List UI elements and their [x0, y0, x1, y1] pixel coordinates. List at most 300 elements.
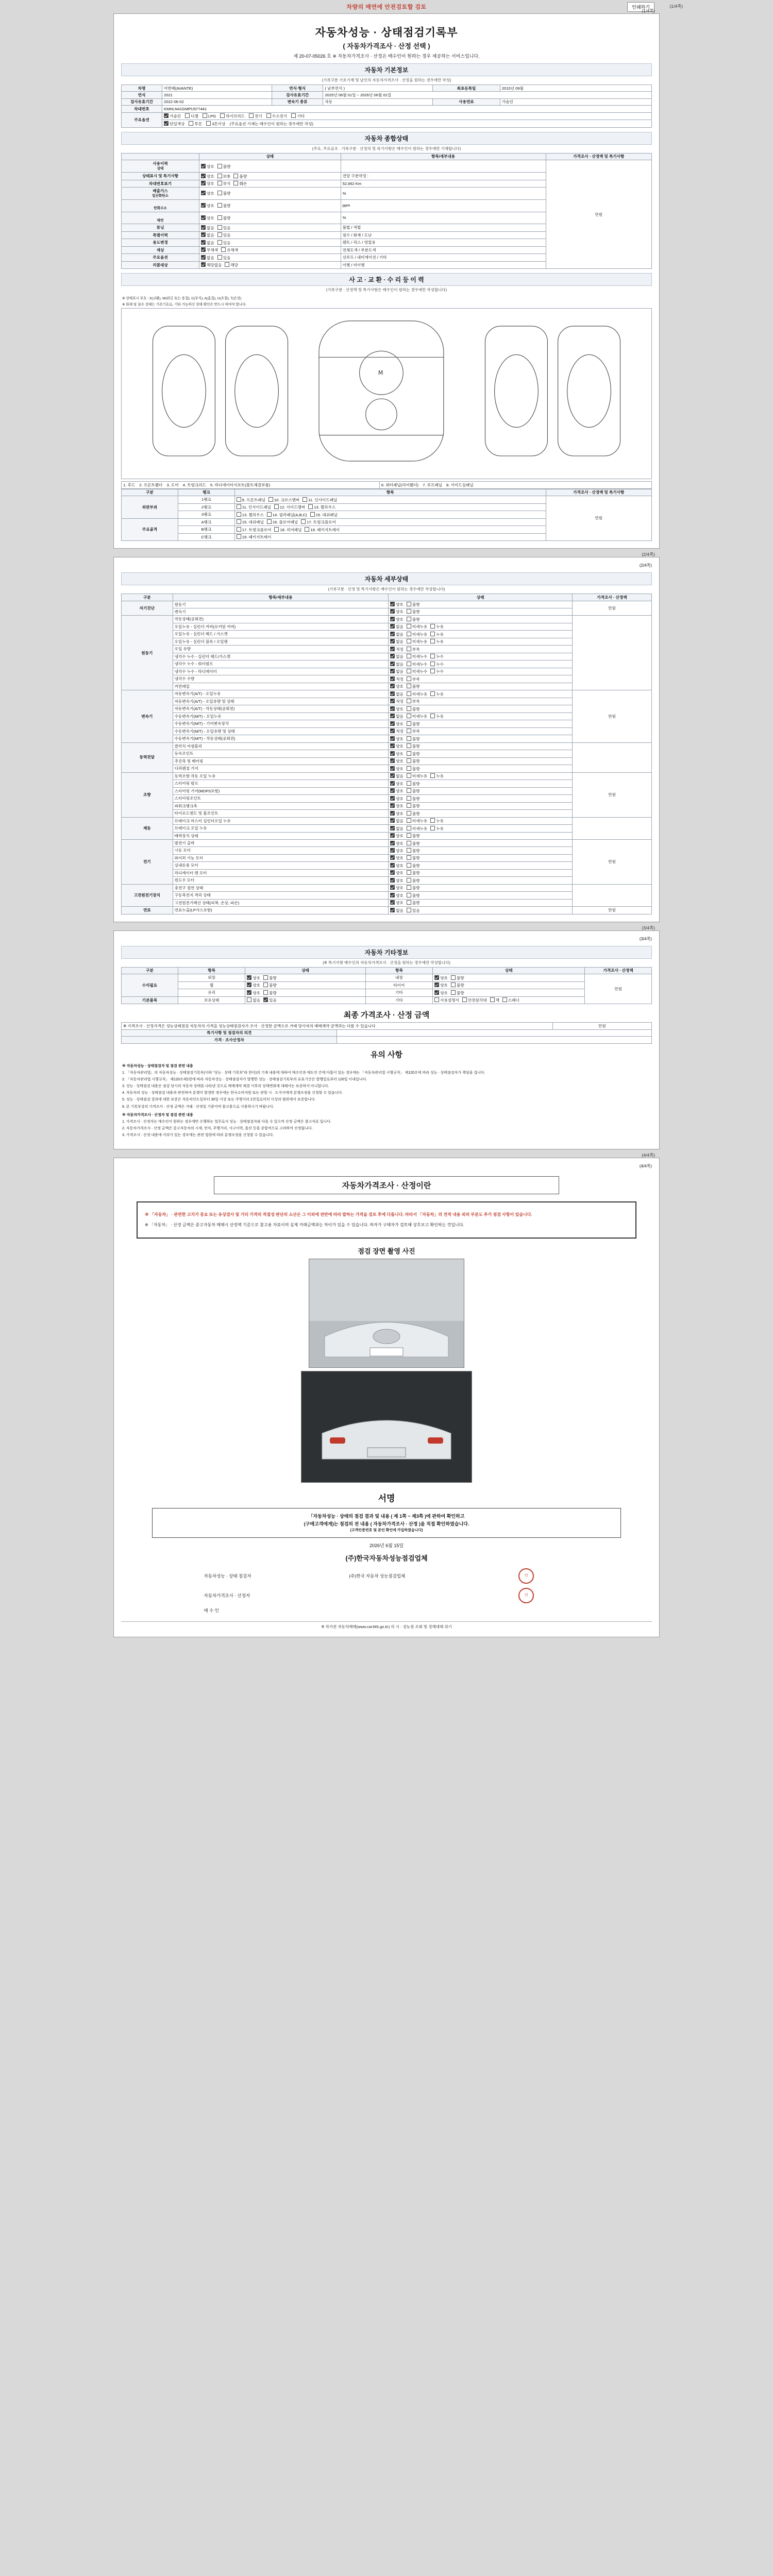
overall-0-opt-0[interactable]: 양호 [201, 164, 214, 169]
overall-6-opt-1[interactable]: 있음 [217, 225, 231, 230]
detail-2-4-opt-1[interactable]: 불량 [407, 721, 420, 726]
overall-8-opt-1[interactable]: 있음 [217, 240, 231, 245]
frame-item-2-1[interactable]: 14. 필러패널(A,B,C) [267, 512, 307, 517]
detail-1-9-opt-0[interactable]: 양호 [390, 684, 404, 689]
detail-2-3-opt-2[interactable]: 누유 [430, 714, 444, 719]
detail-5-2-opt-1[interactable]: 불량 [407, 833, 420, 838]
parts-right-1[interactable]: 7. 루프패널 [423, 482, 443, 487]
fuel-opt-3[interactable]: 하이브리드 [220, 113, 245, 118]
detail-2-4-opt-0[interactable]: 양호 [390, 721, 404, 726]
overall-row-state[interactable] [199, 199, 341, 212]
detail-4-4-opt-0[interactable]: 양호 [390, 803, 404, 808]
detail-item-label: 수동변속기(M/T) - 기어변속장치 [173, 720, 389, 727]
frame-item-0-0[interactable]: 9. 프론트패널 [237, 497, 265, 502]
notice1-item: 1. 「자동차관리법」의 자동차성능 · 상태점검기록부(이하 “성능 · 상태 기록부”라 한다)의 기재 내용에 대하여 매수인과 매도인 간에 다툼이 있는 경우에는 「자동차관리법 시행규칙」 제120조에 따라 성능 · 상태점검자가 책임을 집니다. [122, 1071, 485, 1075]
overall-1-opt-2[interactable]: 불량 [233, 174, 247, 179]
frame-item-2-2[interactable]: 15. 대쉬패널 [310, 512, 338, 517]
color-opt-2[interactable]: 3톤이상 [206, 121, 225, 126]
detail-7-0-opt-0[interactable]: 양호 [390, 885, 404, 890]
detail-6-5-opt-0[interactable]: 양호 [390, 878, 404, 883]
detail-item-state[interactable] [389, 675, 573, 683]
detail-4-1-opt-1[interactable]: 불량 [407, 781, 420, 786]
detail-6-0-opt-0[interactable]: 양호 [390, 841, 404, 846]
overall-row-state[interactable] [199, 160, 341, 173]
detail-item-label: 냉각수 누수 - 라디에이터 [173, 668, 389, 675]
parts-left-3[interactable]: 4. 트렁크리드 [182, 482, 206, 487]
fuel-opt-5[interactable]: 수소전기 [266, 113, 287, 118]
detail-1-2-opt-1[interactable]: 미세누유 [407, 632, 427, 637]
final-price-value: 만원 [552, 1023, 651, 1029]
detail-item-state[interactable] [389, 877, 573, 884]
fuel-opt-1[interactable]: 디젤 [185, 113, 198, 118]
detail-0-0-opt-0[interactable]: 양호 [390, 602, 404, 607]
etc-b-0-opt-1[interactable]: 불량 [451, 975, 464, 980]
overall-2-opt-0[interactable]: 양호 [201, 181, 214, 186]
detail-1-5-opt-2[interactable]: 누수 [430, 654, 444, 659]
etc-b-0-opt-0[interactable]: 양호 [434, 975, 448, 980]
detail-6-0-opt-1[interactable]: 불량 [407, 841, 420, 846]
overall-6-opt-0[interactable]: 없음 [201, 225, 214, 230]
final-price-table [121, 1022, 652, 1043]
detail-col-price: 가격조사 · 산정액 [573, 594, 652, 601]
etc-a-0-opt-1[interactable]: 불량 [263, 975, 277, 980]
etc-b-1-opt-1[interactable]: 불량 [451, 982, 464, 988]
etc-price-cell[interactable]: 만원 [585, 974, 652, 1004]
overall-5-opt-1[interactable]: 불량 [217, 215, 231, 221]
overall-row-label: 특별이력 [122, 231, 199, 239]
etc-item2-label: 내장 [365, 974, 432, 981]
detail-item-state[interactable] [389, 757, 573, 765]
detail-6-1-opt-0[interactable]: 양호 [390, 848, 404, 853]
etc-b-3-opt-0[interactable]: 사용설명서 [434, 997, 459, 1003]
detail-4-3-opt-1[interactable]: 불량 [407, 796, 420, 801]
detail-item-state[interactable] [389, 869, 573, 876]
fuel-opt-6[interactable]: 기타 [291, 113, 305, 118]
detail-3-1-opt-0[interactable]: 양호 [390, 751, 404, 756]
detail-5-1-opt-1[interactable]: 미세누유 [407, 826, 427, 831]
etc-a-2-opt-1[interactable]: 불량 [263, 990, 277, 995]
detail-item-state[interactable] [389, 646, 573, 653]
detail-6-3-opt-0[interactable]: 양호 [390, 863, 404, 868]
page1-footer: (1/4쪽) [642, 8, 655, 13]
overall-3-opt-0[interactable]: 양호 [201, 191, 214, 196]
detail-6-4-opt-1[interactable]: 불량 [407, 870, 420, 875]
parts-left-0[interactable]: 1. 후드 [123, 482, 136, 487]
detail-group-label: 자기진단 [122, 601, 173, 616]
detail-7-2-opt-1[interactable]: 불량 [407, 900, 420, 905]
detail-item-state[interactable] [389, 653, 573, 660]
overall-9-opt-0[interactable]: 무채색 [201, 247, 218, 252]
detail-row [122, 840, 652, 847]
detail-item-state[interactable] [389, 810, 573, 817]
overall-4-opt-0[interactable]: 양호 [201, 203, 214, 208]
rank-items[interactable] [234, 503, 546, 511]
detail-5-0-opt-2[interactable]: 누유 [430, 818, 444, 823]
detail-3-0-opt-0[interactable]: 양호 [390, 743, 404, 749]
detail-item-state[interactable] [389, 690, 573, 698]
detail-item-state[interactable] [389, 750, 573, 757]
etc-b-1-opt-0[interactable]: 양호 [434, 982, 448, 988]
frame-item-0-1[interactable]: 10. 크로스멤버 [268, 497, 299, 502]
detail-6-5-opt-1[interactable]: 불량 [407, 878, 420, 883]
sign-stmt-0: 「자동차성능 · 상태의 점검 결과 및 내용 ( 제 1쪽 ~ 제3쪽 )에 관하여 확인하고 [308, 1514, 465, 1519]
detail-item-state[interactable] [389, 862, 573, 869]
overall-row-state[interactable] [199, 254, 341, 261]
detail-row [122, 646, 652, 653]
parts-left-1[interactable]: 2. 프론트휀더 [139, 482, 163, 487]
detail-5-1-opt-0[interactable]: 없음 [390, 826, 404, 831]
detail-1-7-opt-1[interactable]: 미세누수 [407, 669, 427, 674]
detail-item-state[interactable] [389, 668, 573, 675]
detail-4-0-opt-0[interactable]: 없음 [390, 773, 404, 778]
detail-item-state[interactable] [389, 795, 573, 802]
detail-5-0-opt-1[interactable]: 미세누유 [407, 818, 427, 823]
detail-1-0-opt-0[interactable]: 양호 [390, 617, 404, 622]
rank-label: 2랭크 [178, 503, 234, 511]
frame-item-4-1[interactable]: 18. 리어패널 [274, 527, 301, 532]
signature-role: 자동차가격조사 · 산정자 [204, 1593, 250, 1599]
detail-item-state[interactable] [389, 727, 573, 735]
fuel-opt-4[interactable]: 전기 [249, 113, 262, 118]
detail-item-state[interactable] [389, 713, 573, 720]
detail-4-1-opt-0[interactable]: 양호 [390, 781, 404, 786]
detail-item-state[interactable] [389, 832, 573, 839]
overall-row-state[interactable] [199, 231, 341, 239]
parts-right-2[interactable]: 8. 사이드실패널 [446, 482, 474, 487]
detail-price-cell[interactable]: 만원 [573, 840, 652, 885]
basic-value-firstreg: 2015년 09월 [500, 85, 651, 92]
detail-item-state[interactable] [389, 884, 573, 891]
color-option-row [162, 120, 652, 127]
overall-row-label: 사용이력 상태 [122, 160, 199, 173]
detail-8-0-opt-0[interactable]: 없음 [390, 908, 404, 913]
detail-7-1-opt-0[interactable]: 양호 [390, 893, 404, 898]
detail-5-2-opt-0[interactable]: 양호 [390, 833, 404, 838]
detail-item-state[interactable] [389, 840, 573, 847]
final-price-field-0[interactable] [337, 1029, 652, 1036]
detail-0-1-opt-1[interactable]: 불량 [407, 609, 420, 614]
overall-4-opt-1[interactable]: 불량 [217, 203, 231, 208]
detail-row [122, 705, 652, 713]
detail-0-0-opt-1[interactable]: 불량 [407, 602, 420, 607]
detail-1-7-opt-2[interactable]: 누수 [430, 669, 444, 674]
signature-value[interactable] [347, 1586, 515, 1605]
color-opt-1[interactable]: 투톤 [189, 121, 202, 126]
rank-items[interactable] [234, 533, 546, 540]
etc-row [122, 974, 652, 981]
rank-items[interactable] [234, 496, 546, 503]
overall-10-opt-0[interactable]: 없음 [201, 255, 214, 260]
etc-b-2-opt-0[interactable]: 양호 [434, 990, 448, 995]
detail-7-2-opt-0[interactable]: 양호 [390, 900, 404, 905]
detail-6-2-opt-0[interactable]: 양호 [390, 855, 404, 860]
etc-item2-state[interactable] [433, 996, 585, 1004]
overall-row-label: 상태표시 및 특기사항 [122, 173, 199, 180]
detail-item-state[interactable] [389, 616, 573, 623]
etc-b-3-opt-3[interactable]: 스패너 [502, 997, 519, 1003]
detail-row [122, 802, 652, 809]
detail-1-5-opt-0[interactable]: 없음 [390, 654, 404, 659]
overall-row-state[interactable] [199, 173, 341, 180]
detail-2-6-opt-1[interactable]: 불량 [407, 736, 420, 741]
detail-1-2-opt-2[interactable]: 누유 [430, 632, 444, 637]
detail-1-3-opt-0[interactable]: 없음 [390, 639, 404, 644]
detail-item-state[interactable] [389, 698, 573, 705]
overall-row-state[interactable] [199, 180, 341, 187]
overall-3-opt-1[interactable]: 불량 [217, 191, 231, 196]
parts-right-0[interactable]: 6. 쿼터패널(리어휀더) [381, 482, 419, 487]
rank-items[interactable] [234, 518, 546, 526]
detail-4-0-opt-1[interactable]: 미세누유 [407, 773, 427, 778]
detail-1-1-opt-2[interactable]: 누유 [430, 624, 444, 629]
detail-3-2-opt-0[interactable]: 양호 [390, 758, 404, 764]
overall-1-opt-0[interactable]: 양호 [201, 174, 214, 179]
signature-value[interactable] [347, 1606, 515, 1615]
fuel-opt-2[interactable]: LPG [203, 113, 216, 118]
detail-item-state[interactable] [389, 825, 573, 832]
detail-4-3-opt-0[interactable]: 양호 [390, 796, 404, 801]
detail-2-3-opt-0[interactable]: 없음 [390, 714, 404, 719]
frame-item-3-1[interactable]: 16. 플로어패널 [267, 519, 298, 524]
etc-a-3-opt-0[interactable]: 없음 [247, 997, 260, 1003]
detail-3-1-opt-1[interactable]: 불량 [407, 751, 420, 756]
rank-items[interactable] [234, 511, 546, 518]
etc-b-3-opt-1[interactable]: 안전삼각대 [462, 997, 487, 1003]
detail-5-1-opt-2[interactable]: 누유 [430, 826, 444, 831]
detail-1-8-opt-1[interactable]: 부족 [407, 676, 420, 682]
detail-4-5-opt-1[interactable]: 불량 [407, 811, 420, 816]
detail-item-state[interactable] [389, 780, 573, 787]
detail-item-state[interactable] [389, 892, 573, 899]
detail-item-state[interactable] [389, 638, 573, 645]
detail-6-3-opt-1[interactable]: 불량 [407, 863, 420, 868]
detail-4-4-opt-1[interactable]: 불량 [407, 803, 420, 808]
overall-row-state[interactable] [199, 224, 341, 231]
detail-1-1-opt-1[interactable]: 미세누유 [407, 624, 427, 629]
detail-item-state[interactable] [389, 660, 573, 668]
detail-1-6-opt-0[interactable]: 없음 [390, 662, 404, 667]
frame-item-1-0[interactable]: 11. 인사이드패널 [237, 504, 271, 510]
detail-item-state[interactable] [389, 742, 573, 750]
detail-price-cell[interactable]: 만원 [573, 690, 652, 742]
detail-1-6-opt-2[interactable]: 누수 [430, 662, 444, 667]
overall-0-opt-1[interactable]: 불량 [217, 164, 231, 169]
etc-item2-state[interactable] [433, 981, 585, 989]
detail-item-state[interactable] [389, 772, 573, 779]
frame-item-1-2[interactable]: 13. 휠하우스 [308, 504, 335, 510]
overall-col-state: 상태 [199, 153, 341, 160]
detail-2-5-opt-0[interactable]: 적정 [390, 728, 404, 734]
color-opt-0[interactable]: 단일색상 [164, 121, 184, 126]
detail-price-cell[interactable]: 만원 [573, 601, 652, 616]
detail-price-cell[interactable]: 만원 [573, 772, 652, 817]
signature-value[interactable]: (주)한국 자동차 성능점검업체 [349, 1573, 406, 1579]
detail-item-state[interactable] [389, 735, 573, 742]
detail-1-2-opt-0[interactable]: 없음 [390, 632, 404, 637]
fuel-opt-0[interactable]: 가솔린 [164, 113, 181, 118]
detail-4-2-opt-0[interactable]: 양호 [390, 788, 404, 793]
detail-6-1-opt-1[interactable]: 불량 [407, 848, 420, 853]
detail-item-state[interactable] [389, 802, 573, 809]
overall-5-opt-0[interactable]: 양호 [201, 215, 214, 221]
overall-row-state[interactable] [199, 261, 341, 268]
detail-item-state[interactable] [389, 787, 573, 794]
detail-1-4-opt-1[interactable]: 부족 [407, 647, 420, 652]
section-overall-note: (주요, 주요골조 · 기록구분 · 산정의 및 록기사항은 매수인이 원하는 경우에만 기재합니다) [312, 146, 461, 151]
overall-9-opt-1[interactable]: 유채색 [221, 247, 238, 252]
detail-2-5-opt-1[interactable]: 부족 [407, 728, 420, 734]
detail-2-1-opt-1[interactable]: 부족 [407, 699, 420, 704]
frame-item-3-0[interactable]: 15. 대쉬패널 [237, 519, 264, 524]
detail-7-0-opt-1[interactable]: 불량 [407, 885, 420, 890]
detail-2-0-opt-0[interactable]: 없음 [390, 691, 404, 697]
etc-item-state[interactable] [245, 989, 365, 996]
detail-3-3-opt-0[interactable]: 양호 [390, 766, 404, 771]
overall-7-opt-1[interactable]: 있음 [217, 232, 231, 238]
overall-row [122, 160, 652, 173]
page4-label: (4/4쪽) [639, 1164, 652, 1169]
frame-item-1-1[interactable]: 12. 사이드멤버 [274, 504, 305, 510]
detail-7-1-opt-1[interactable]: 불량 [407, 893, 420, 898]
overall-row-state[interactable] [199, 246, 341, 253]
etc-item-state[interactable] [245, 981, 365, 989]
overall-11-opt-1[interactable]: 해당 [225, 262, 238, 267]
overall-row-state[interactable] [199, 212, 341, 224]
signature-table [201, 1566, 573, 1616]
detail-item-label: 자동변속기(A/T) - 오일유량 및 상태 [173, 698, 389, 705]
detail-6-2-opt-1[interactable]: 불량 [407, 855, 420, 860]
detail-3-0-opt-1[interactable]: 불량 [407, 743, 420, 749]
rank-items[interactable] [234, 526, 546, 533]
detail-item-state[interactable] [389, 631, 573, 638]
frame-item-4-0[interactable]: 17. 트렁크플로어 [237, 527, 272, 532]
detail-item-state[interactable] [389, 854, 573, 861]
overall-2-opt-2[interactable]: 훼손 [233, 181, 247, 186]
etc-item-state[interactable] [245, 974, 365, 981]
detail-0-1-opt-0[interactable]: 양호 [390, 609, 404, 614]
overall-10-opt-1[interactable]: 있음 [217, 255, 231, 260]
detail-price-cell[interactable] [573, 884, 652, 906]
etc-item2-state[interactable] [433, 989, 585, 996]
rank-price-cell[interactable]: 만원 [546, 496, 651, 541]
etc-item-state[interactable] [245, 996, 365, 1004]
detail-row [122, 832, 652, 839]
overall-col-group [122, 153, 199, 160]
detail-2-6-opt-0[interactable]: 양호 [390, 736, 404, 741]
detail-6-4-opt-0[interactable]: 양호 [390, 870, 404, 875]
detail-item-state[interactable] [389, 765, 573, 772]
detail-row [122, 683, 652, 690]
detail-item-state[interactable] [389, 623, 573, 630]
detail-item-state[interactable] [389, 705, 573, 713]
overall-row-state[interactable] [199, 188, 341, 200]
parts-left-2[interactable]: 3. 도어 [166, 482, 179, 487]
detail-row [122, 653, 652, 660]
detail-4-2-opt-1[interactable]: 불량 [407, 788, 420, 793]
detail-item-state[interactable] [389, 899, 573, 906]
frame-item-4-2[interactable]: 19. 패키지트레이 [305, 527, 340, 532]
inspection-photo-rear [301, 1371, 472, 1483]
overall-2-opt-1[interactable]: 부식 [217, 181, 231, 186]
detail-1-3-opt-2[interactable]: 누유 [430, 639, 444, 644]
detail-1-5-opt-1[interactable]: 미세누수 [407, 654, 427, 659]
final-price-field-1[interactable] [337, 1037, 652, 1043]
frame-item-0-2[interactable]: 11. 인사이드패널 [303, 497, 337, 502]
frame-item-3-2[interactable]: 17. 트렁크플로어 [301, 519, 336, 524]
detail-2-2-opt-1[interactable]: 불량 [407, 706, 420, 711]
detail-group-label: 조향 [122, 772, 173, 817]
detail-row [122, 854, 652, 861]
detail-item-state[interactable] [389, 683, 573, 690]
overall-row-state[interactable] [199, 239, 341, 246]
detail-5-0-opt-0[interactable]: 없음 [390, 818, 404, 823]
overall-row-label: 탄화수소 [122, 199, 199, 212]
overall-8-opt-0[interactable]: 없음 [201, 240, 214, 245]
detail-1-9-opt-1[interactable]: 불량 [407, 684, 420, 689]
parts-left-4[interactable]: 5. 라디에이터서포트(볼트체결부품) [210, 482, 271, 487]
detail-3-2-opt-1[interactable]: 불량 [407, 758, 420, 764]
detail-2-3-opt-1[interactable]: 미세누유 [407, 714, 427, 719]
detail-item-state[interactable] [389, 817, 573, 824]
car-damage-diagram[interactable] [121, 308, 652, 479]
detail-item-state[interactable] [389, 720, 573, 727]
etc-item2-state[interactable] [433, 974, 585, 981]
detail-item-label: 스티어링조인트 [173, 795, 389, 802]
frame-item-5-0[interactable]: 19. 패키지트레이 [237, 534, 272, 539]
overall-1-opt-1[interactable]: 보통 [217, 174, 231, 179]
detail-2-1-opt-0[interactable]: 적정 [390, 699, 404, 704]
detail-item-state[interactable] [389, 608, 573, 615]
detail-item-state[interactable] [389, 907, 573, 914]
etc-b-2-opt-1[interactable]: 불량 [451, 990, 464, 995]
overall-11-opt-0[interactable]: 해당없음 [201, 262, 222, 267]
overall-row-detail: 52,662 Km [341, 180, 546, 187]
detail-item-state[interactable] [389, 847, 573, 854]
etc-a-0-opt-0[interactable]: 양호 [247, 975, 260, 980]
detail-price-cell[interactable] [573, 742, 652, 772]
print-button[interactable]: 인쇄하기 [627, 2, 654, 12]
detail-1-1-opt-0[interactable]: 없음 [390, 624, 404, 629]
detail-8-0-opt-1[interactable]: 있음 [407, 908, 420, 913]
detail-4-5-opt-0[interactable]: 양호 [390, 811, 404, 816]
detail-1-4-opt-0[interactable]: 적정 [390, 647, 404, 652]
frame-item-2-0[interactable]: 13. 휠하우스 [237, 512, 264, 517]
detail-1-6-opt-1[interactable]: 미세누수 [407, 662, 427, 667]
detail-2-0-opt-2[interactable]: 누유 [430, 691, 444, 697]
detail-3-3-opt-1[interactable]: 불량 [407, 766, 420, 771]
detail-1-0-opt-1[interactable]: 불량 [407, 617, 420, 622]
detail-1-8-opt-0[interactable]: 적정 [390, 676, 404, 682]
detail-price-cell[interactable] [573, 616, 652, 690]
overall-price-cell[interactable]: 만원 [546, 160, 651, 269]
detail-4-0-opt-2[interactable]: 누유 [430, 773, 444, 778]
etc-a-1-opt-0[interactable]: 양호 [247, 982, 260, 988]
etc-a-3-opt-1[interactable]: 있음 [263, 997, 277, 1003]
overall-row-label: 주요옵션 [122, 254, 199, 261]
detail-2-2-opt-0[interactable]: 양호 [390, 706, 404, 711]
detail-1-3-opt-1[interactable]: 미세누유 [407, 639, 427, 644]
detail-2-0-opt-1[interactable]: 미세누유 [407, 691, 427, 697]
detail-price-cell[interactable] [573, 817, 652, 839]
detail-item-state[interactable] [389, 601, 573, 608]
etc-b-3-opt-2[interactable]: 잭 [490, 997, 499, 1003]
rank-col-items: 항목 [234, 489, 546, 496]
detail-1-7-opt-0[interactable]: 없음 [390, 669, 404, 674]
etc-a-1-opt-1[interactable]: 불량 [263, 982, 277, 988]
etc-a-2-opt-0[interactable]: 양호 [247, 990, 260, 995]
detail-price-cell[interactable]: 만원 [573, 907, 652, 914]
overall-7-opt-0[interactable]: 없음 [201, 232, 214, 238]
